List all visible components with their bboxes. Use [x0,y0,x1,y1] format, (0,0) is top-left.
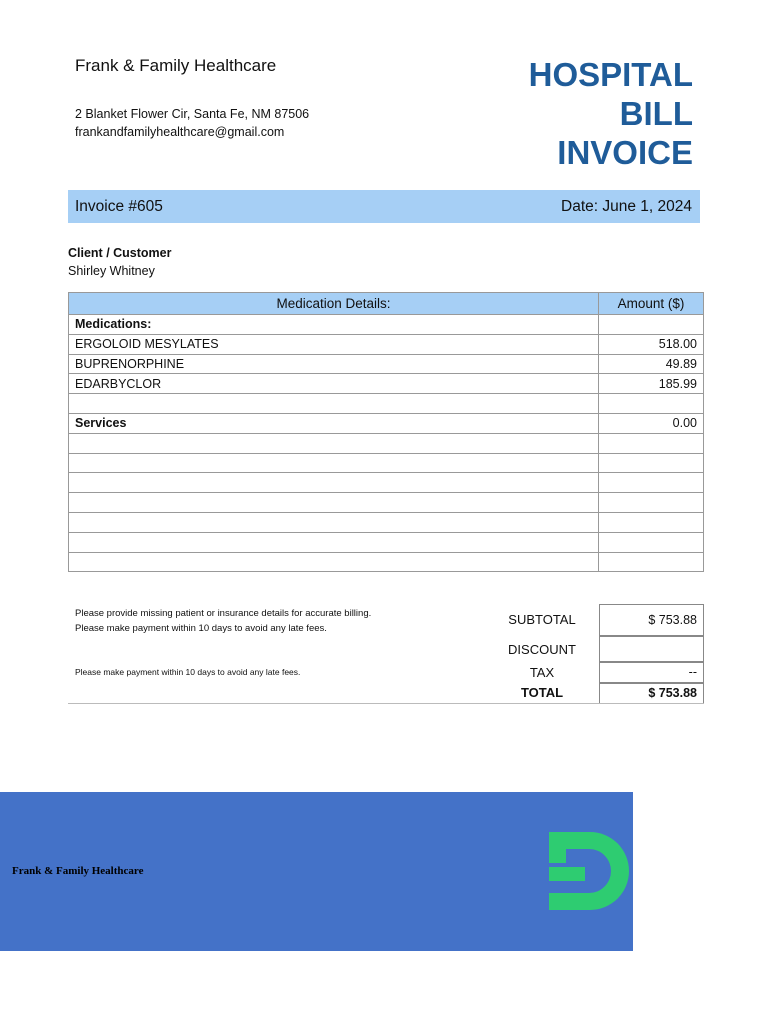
row-amount [599,394,704,414]
row-description [69,552,599,572]
discount-label: DISCOUNT [508,642,576,657]
company-contact [75,105,309,141]
table-row [69,433,704,453]
subtotal-label: SUBTOTAL [508,612,576,627]
row-description [69,453,599,473]
title-line-3: INVOICE [557,134,693,171]
row-description [69,512,599,532]
note-line-2: Please make payment within 10 days to avoid any late fees. [75,623,327,634]
table-row [69,413,704,433]
tax-label: TAX [529,665,555,680]
row-amount: 0.00 [599,413,704,433]
invoice-date: Date: June 1, 2024 [561,197,692,215]
table-row [69,315,704,335]
table-row [69,493,704,513]
row-amount [599,453,704,473]
row-description [69,473,599,493]
total-value: $ 753.88 [599,683,704,704]
fd-logo-icon [546,829,630,918]
row-description: Services [69,413,599,433]
row-description [69,532,599,552]
note-line-3: Please make payment within 10 days to avoid any late fees. [75,667,301,677]
client-label: Client / Customer [68,246,172,260]
row-description [69,493,599,513]
table-row [69,532,704,552]
company-address: 2 Blanket Flower Cir, Santa Fe, NM 87506 [75,107,310,121]
row-amount [599,473,704,493]
invoice-info-bar [68,190,700,223]
row-amount [599,433,704,453]
title-line-1: HOSPITAL [528,56,693,93]
table-row [69,552,704,572]
table-row [69,374,704,394]
total-label: TOTAL [520,685,564,700]
row-amount [599,532,704,552]
table-row [69,334,704,354]
note-line-1: Please provide missing patient or insurance details for accurate billing. [75,608,372,619]
row-amount [599,512,704,532]
table-row [69,394,704,414]
tax-value: -- [599,662,704,683]
company-email: frankandfamilyhealthcare@gmail.com [75,125,285,139]
company-name: Frank & Family Healthcare [75,56,277,75]
subtotal-value: $ 753.88 [599,604,704,636]
discount-value [599,636,704,662]
title-line-2: BILL [619,95,693,132]
client-name: Shirley Whitney [68,264,155,278]
row-amount: 49.89 [599,354,704,374]
row-description: Medications: [69,315,599,335]
invoice-title [529,55,693,172]
row-amount [599,315,704,335]
row-amount: 185.99 [599,374,704,394]
table-row [69,354,704,374]
row-description [69,394,599,414]
row-amount: 518.00 [599,334,704,354]
footer-company-name: Frank & Family Healthcare [12,865,144,877]
table-row [69,473,704,493]
row-description: EDARBYCLOR [69,374,599,394]
medication-table [68,292,704,572]
row-description [69,433,599,453]
billing-notes [75,606,371,636]
totals-divider [68,703,704,704]
table-row [69,512,704,532]
row-amount [599,493,704,513]
header-details: Medication Details: [69,293,599,315]
row-amount [599,552,704,572]
row-description: ERGOLOID MESYLATES [69,334,599,354]
table-header [69,293,704,315]
invoice-number: Invoice #605 [75,197,163,215]
table-row [69,453,704,473]
row-description: BUPRENORPHINE [69,354,599,374]
header-amount: Amount ($) [599,293,704,315]
